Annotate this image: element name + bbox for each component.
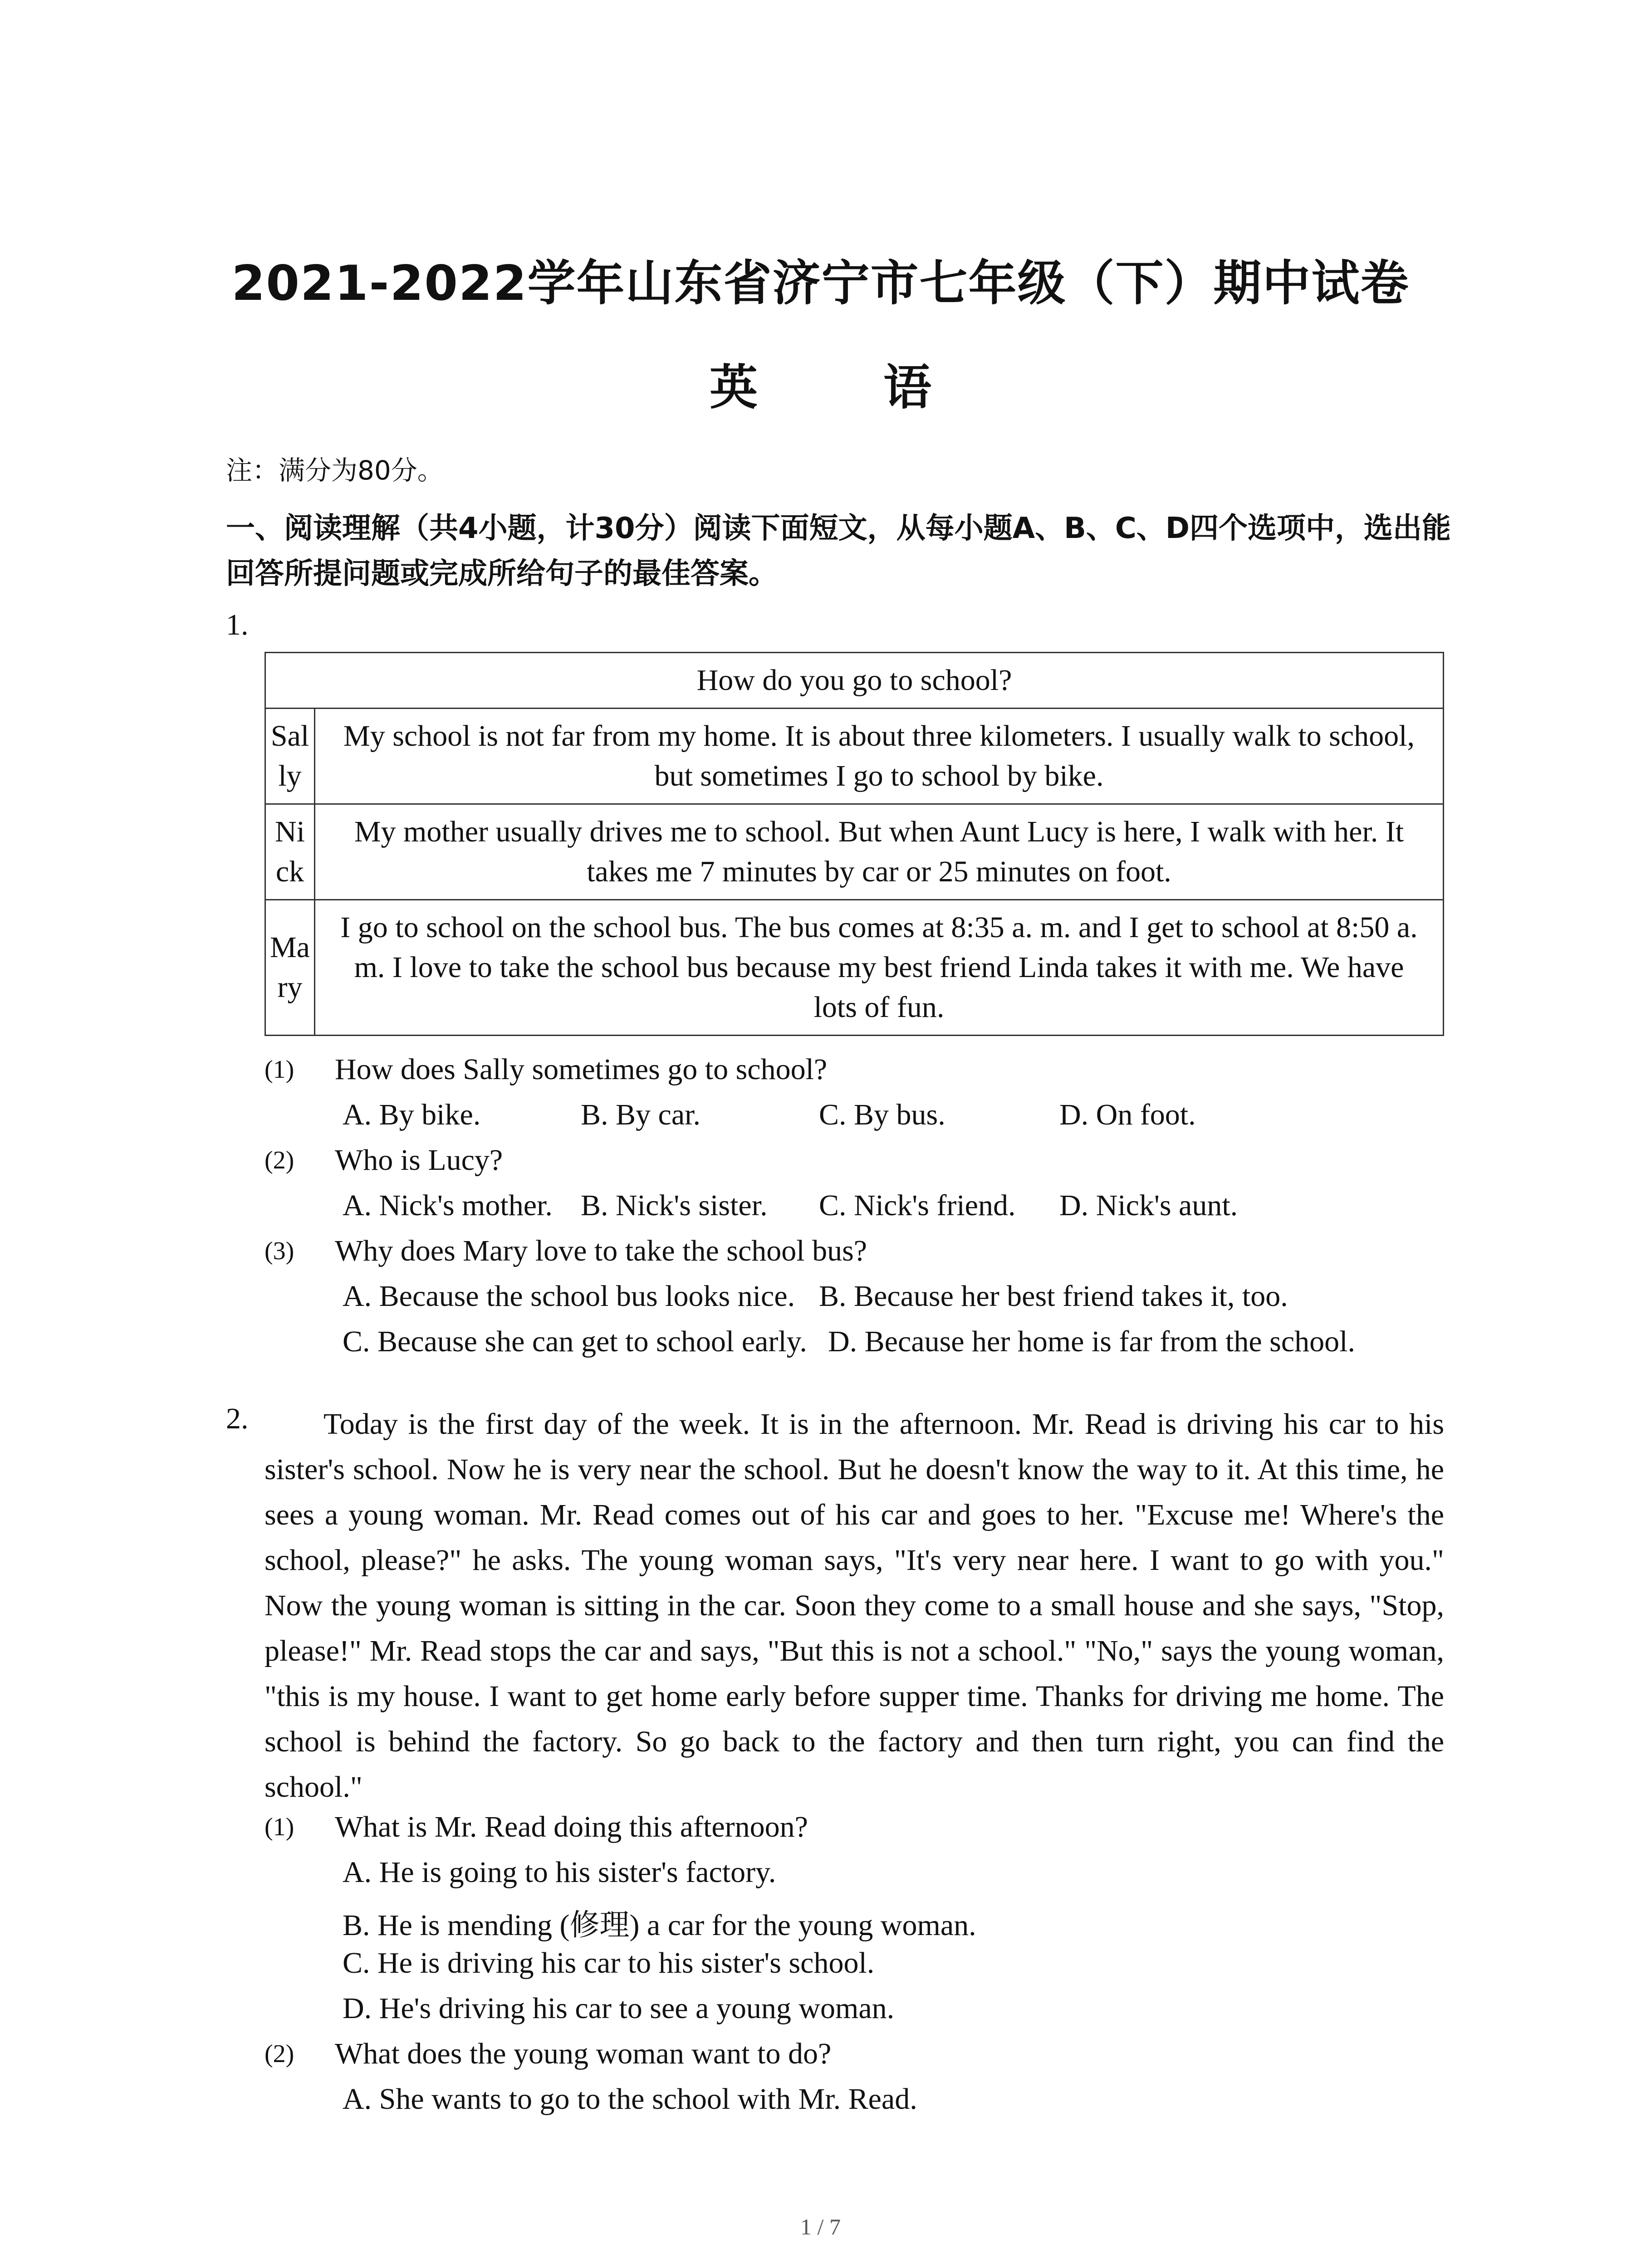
- score-note: 注：满分为80分。: [226, 455, 444, 486]
- option: B. Nick's sister.: [581, 1189, 768, 1222]
- subquestion-mark: (1): [265, 1813, 294, 1841]
- option: A. Because the school bus looks nice.: [343, 1280, 795, 1313]
- subquestion-mark: (3): [265, 1237, 294, 1265]
- section-heading: 一、阅读理解（共4小题，计30分）阅读下面短文，从每小题A、B、C、D四个选项中，选出能回答所提问题或完成所给句子的最佳答案。: [226, 512, 1451, 591]
- row-name: Mary: [265, 900, 315, 1036]
- option: A. By bike.: [343, 1098, 481, 1131]
- table-row: [265, 709, 1444, 804]
- subquestion-text: What does the young woman want to do?: [335, 2037, 832, 2070]
- exam-subject: 英 语: [710, 360, 986, 415]
- option: C. He is driving his car to his sister's school.: [343, 1946, 875, 1980]
- subquestion-text: How does Sally sometimes go to school?: [335, 1053, 828, 1086]
- row-name: Nick: [265, 804, 315, 900]
- option: C. By bus.: [819, 1098, 945, 1131]
- table-row: [265, 804, 1444, 900]
- subquestion-mark: (1): [265, 1056, 294, 1084]
- table-row: [265, 900, 1444, 1036]
- row-text: My school is not far from my home. It is about three kilometers. I usually walk to school, but sometimes I go to school by bike.: [315, 709, 1444, 804]
- table-header-row: [265, 653, 1444, 709]
- subquestion-mark: (2): [265, 2040, 294, 2068]
- option: D. He's driving his car to see a young woman.: [343, 1992, 895, 2025]
- option: C. Nick's friend.: [819, 1189, 1016, 1222]
- row-text: I go to school on the school bus. The bus comes at 8:35 a. m. and I get to school at 8:50 a. m. I love to take the school bus because my best friend Linda takes it with me. We have lots of fun.: [315, 900, 1444, 1036]
- subquestion-text: What is Mr. Read doing this afternoon?: [335, 1810, 808, 1843]
- commute-table: [265, 652, 1444, 1036]
- question-number-1: 1.: [226, 608, 249, 641]
- option: A. She wants to go to the school with Mr. Read.: [343, 2082, 917, 2116]
- option: D. On foot.: [1059, 1098, 1196, 1131]
- option: A. Nick's mother.: [343, 1189, 553, 1222]
- option: D. Because her home is far from the school.: [828, 1325, 1355, 1358]
- row-name: Sally: [265, 709, 315, 804]
- option: B. By car.: [581, 1098, 700, 1131]
- table-header: How do you go to school?: [265, 653, 1444, 709]
- option: D. Nick's aunt.: [1059, 1189, 1238, 1222]
- subquestion-text: Who is Lucy?: [335, 1144, 503, 1177]
- row-text: My mother usually drives me to school. But when Aunt Lucy is here, I walk with her. It takes me 7 minutes by car or 25 minutes on foot.: [315, 804, 1444, 900]
- subquestion-text: Why does Mary love to take the school bus?: [335, 1234, 867, 1267]
- subquestion-mark: (2): [265, 1146, 294, 1174]
- option: C. Because she can get to school early.: [343, 1325, 807, 1358]
- option: B. He is mending (修理) a car for the young woman.: [343, 1909, 976, 1942]
- option: B. Because her best friend takes it, too.: [819, 1280, 1288, 1313]
- question-number-2: 2.: [226, 1402, 249, 1435]
- reading-passage: Today is the first day of the week. It is in the afternoon. Mr. Read is driving his car to his sister's school. Now he is very near the school. But he doesn't know the way to it. At this time, he sees a young woman. Mr. Read comes out of his car and goes to her. "Excuse me! Where's the school, please?" he asks. The young woman says, "It's very near here. I want to go with you." Now the young woman is sitting in the car. Soon they come to a small house and she says, "Stop, please!" Mr. Read stops the car and says, "But this is not a school." "No," says the young woman, "this is my house. I want to get home early before supper time. Thanks for driving me home. The school is behind the factory. So go back to the factory and then turn right, you can find the school.": [265, 1408, 1444, 1804]
- option: A. He is going to his sister's factory.: [343, 1856, 776, 1889]
- page-number: 1 / 7: [800, 2214, 841, 2239]
- exam-title: 2021-2022学年山东省济宁市七年级（下）期中试卷: [231, 255, 1410, 311]
